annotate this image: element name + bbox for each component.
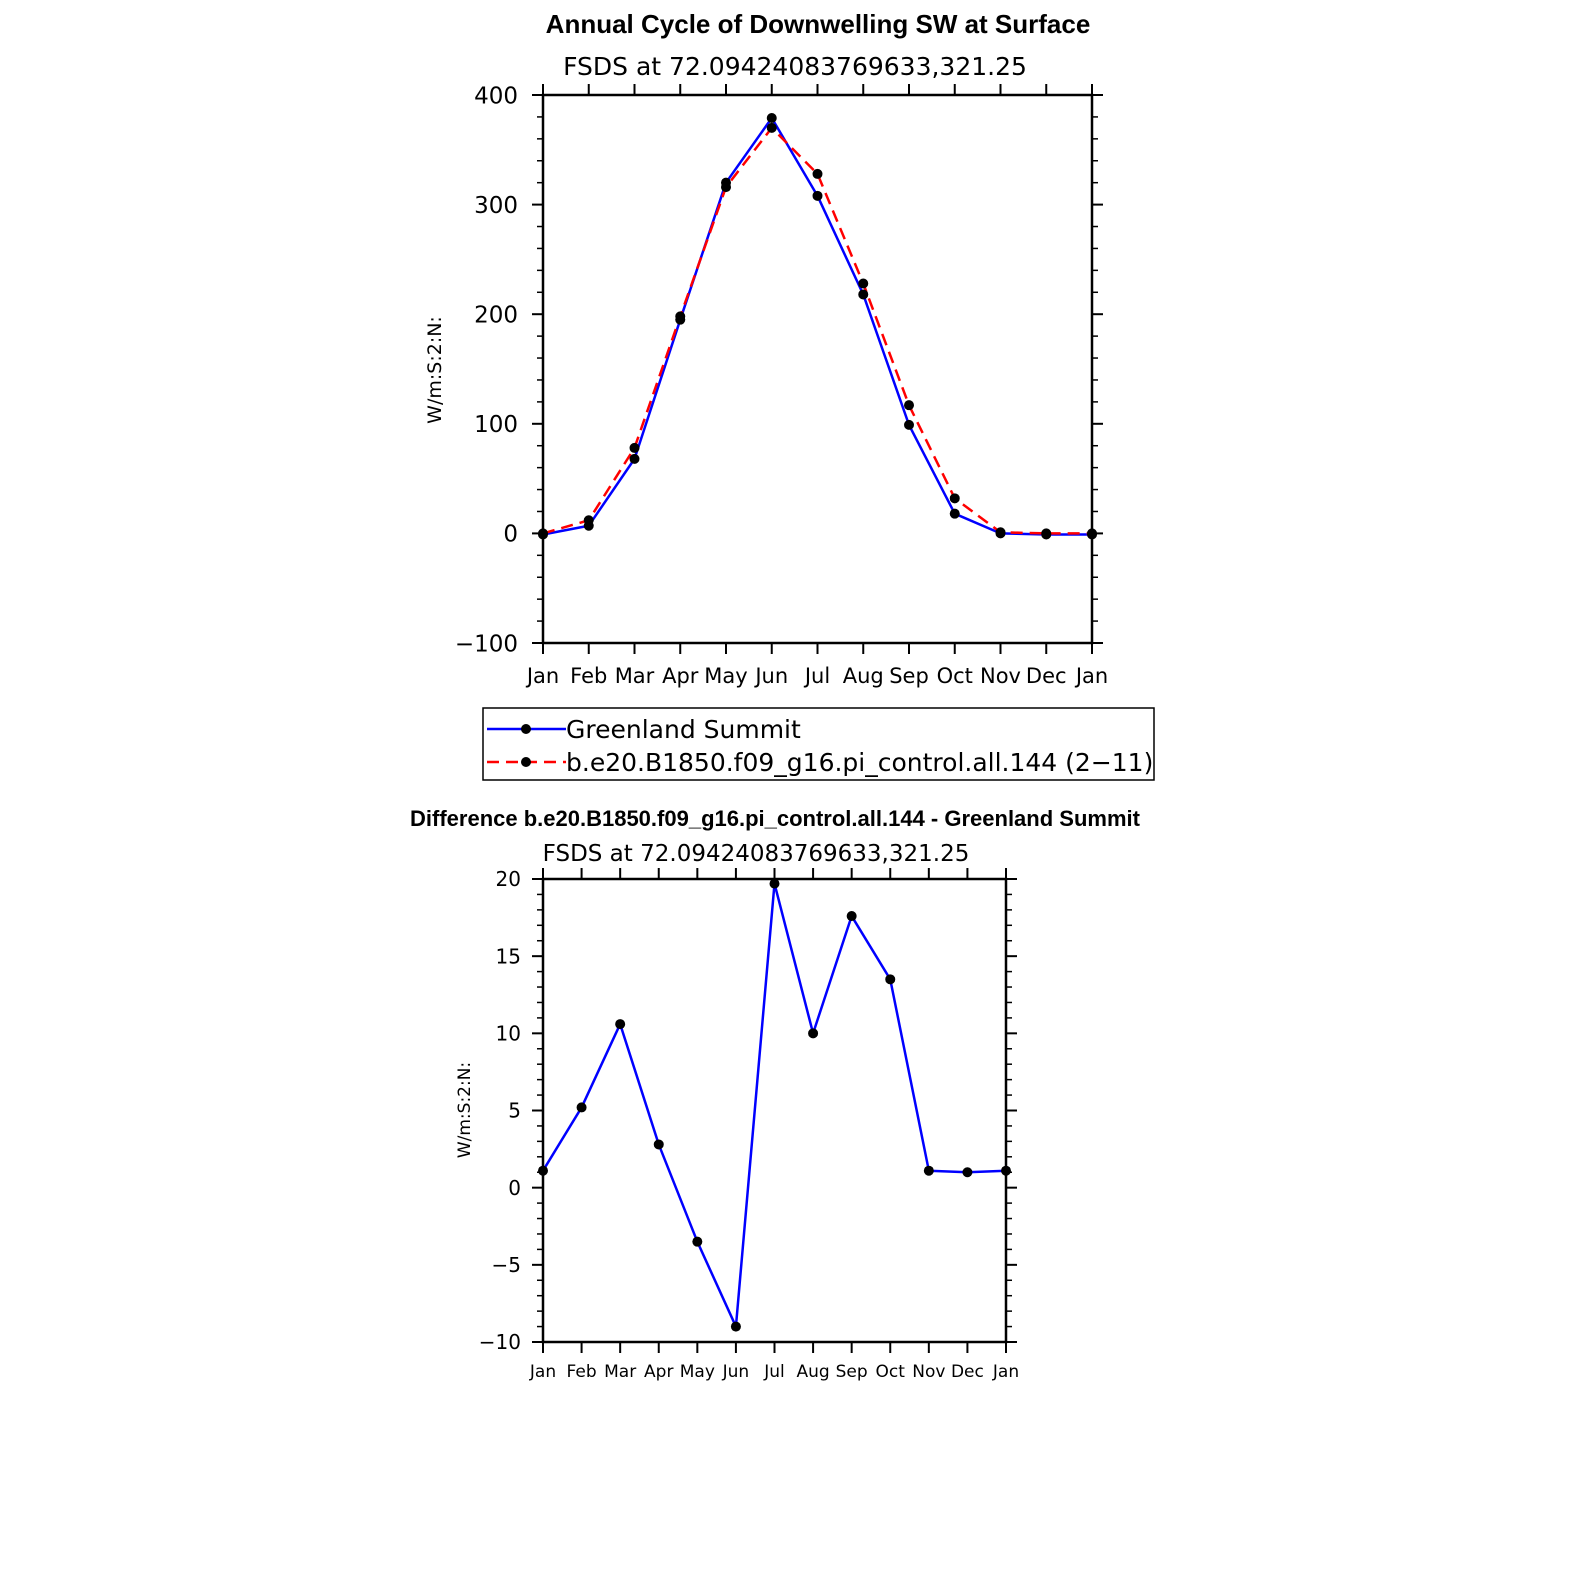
y-tick-label: 15 bbox=[495, 944, 521, 969]
data-point-0 bbox=[904, 420, 914, 430]
data-point-1 bbox=[950, 493, 960, 503]
data-point-0 bbox=[885, 974, 895, 984]
x-tick-label: Sep bbox=[889, 664, 929, 688]
data-point-0 bbox=[1001, 1166, 1011, 1176]
difference-chart bbox=[410, 806, 1141, 1382]
data-point-0 bbox=[962, 1167, 972, 1177]
plot-frame bbox=[543, 879, 1006, 1342]
data-point-1 bbox=[584, 515, 594, 525]
x-tick-label: Jul bbox=[764, 1362, 785, 1382]
x-tick-label: Jun bbox=[755, 664, 789, 688]
y-tick-label: 5 bbox=[508, 1098, 521, 1123]
x-tick-label: Jan bbox=[526, 664, 560, 688]
x-tick-label: Nov bbox=[980, 664, 1021, 688]
data-point-0 bbox=[858, 289, 868, 299]
series-line-0 bbox=[543, 118, 1092, 534]
y-tick-label: 400 bbox=[474, 83, 518, 110]
y-tick-label: −5 bbox=[491, 1253, 521, 1278]
series-layer bbox=[538, 113, 1097, 539]
data-point-1 bbox=[858, 279, 868, 289]
data-point-1 bbox=[767, 123, 777, 133]
data-point-0 bbox=[950, 509, 960, 519]
data-point-0 bbox=[770, 879, 780, 889]
x-tick-label: Feb bbox=[570, 664, 608, 688]
y-tick-label: 300 bbox=[474, 192, 518, 219]
chart-title: Difference b.e20.B1850.f09_g16.pi_control.all.144 - Greenland Summit bbox=[410, 806, 1140, 831]
annual-cycle-chart bbox=[424, 9, 1108, 688]
x-tick-label: May bbox=[704, 664, 748, 688]
x-tick-label: Dec bbox=[1025, 664, 1067, 688]
x-tick-label: Oct bbox=[936, 664, 973, 688]
chart-subtitle: FSDS at 72.09424083769633,321.25 bbox=[563, 52, 1027, 81]
x-tick-label: Nov bbox=[912, 1362, 946, 1382]
y-axis-label: W/m:S:2:N: bbox=[424, 316, 446, 424]
x-tick-label: Jan bbox=[1075, 664, 1109, 688]
legend-marker-model bbox=[521, 757, 531, 767]
data-point-0 bbox=[630, 454, 640, 464]
data-point-1 bbox=[630, 443, 640, 453]
x-tick-label: Feb bbox=[566, 1362, 597, 1382]
data-point-0 bbox=[615, 1019, 625, 1029]
x-tick-label: Oct bbox=[875, 1362, 905, 1382]
data-point-0 bbox=[731, 1322, 741, 1332]
data-point-1 bbox=[538, 528, 548, 538]
y-tick-label: 0 bbox=[503, 521, 518, 548]
x-tick-label: Dec bbox=[950, 1362, 984, 1382]
data-point-1 bbox=[996, 527, 1006, 537]
y-tick-label: 100 bbox=[474, 412, 518, 439]
legend-label-model: b.e20.B1850.f09_g16.pi_control.all.144 (2−11) bbox=[566, 748, 1154, 777]
series-line-0 bbox=[543, 884, 1006, 1327]
legend-marker-greenland-summit bbox=[521, 724, 531, 734]
y-tick-label: −10 bbox=[478, 1330, 521, 1355]
data-point-0 bbox=[577, 1102, 587, 1112]
x-tick-label: Mar bbox=[604, 1362, 637, 1382]
x-tick-label: May bbox=[679, 1362, 715, 1382]
x-tick-label: Jan bbox=[529, 1362, 557, 1382]
x-tick-label: Apr bbox=[644, 1362, 674, 1382]
data-point-1 bbox=[721, 182, 731, 192]
data-point-0 bbox=[924, 1166, 934, 1176]
data-point-0 bbox=[654, 1139, 664, 1149]
axes bbox=[479, 867, 1019, 1382]
chart-subtitle: FSDS at 72.09424083769633,321.25 bbox=[542, 841, 970, 867]
chart-title: Annual Cycle of Downwelling SW at Surface bbox=[545, 9, 1091, 39]
data-point-0 bbox=[808, 1028, 818, 1038]
y-tick-label: 20 bbox=[495, 867, 521, 892]
data-point-0 bbox=[847, 911, 857, 921]
data-point-1 bbox=[904, 400, 914, 410]
x-tick-label: Jan bbox=[992, 1362, 1020, 1382]
x-tick-label: Aug bbox=[842, 664, 884, 688]
x-tick-label: Mar bbox=[614, 664, 655, 688]
x-tick-label: Jul bbox=[804, 664, 831, 688]
data-point-0 bbox=[692, 1237, 702, 1247]
data-point-1 bbox=[1087, 528, 1097, 538]
legend-label-greenland-summit: Greenland Summit bbox=[566, 715, 801, 744]
series-layer bbox=[538, 879, 1011, 1332]
y-tick-label: −100 bbox=[454, 631, 518, 658]
axes bbox=[455, 83, 1108, 688]
data-point-1 bbox=[1041, 528, 1051, 538]
y-tick-label: 0 bbox=[508, 1175, 521, 1200]
x-tick-label: Jun bbox=[722, 1362, 750, 1382]
legend bbox=[483, 708, 1154, 780]
x-tick-label: Aug bbox=[796, 1362, 830, 1382]
x-tick-label: Apr bbox=[662, 664, 699, 688]
data-point-1 bbox=[675, 311, 685, 321]
data-point-0 bbox=[538, 1166, 548, 1176]
data-point-1 bbox=[813, 169, 823, 179]
data-point-0 bbox=[813, 191, 823, 201]
y-tick-label: 10 bbox=[495, 1021, 521, 1046]
y-axis-label: W/m:S:2:N: bbox=[455, 1061, 475, 1159]
x-tick-label: Sep bbox=[835, 1362, 868, 1382]
y-tick-label: 200 bbox=[474, 302, 518, 329]
data-point-0 bbox=[767, 113, 777, 123]
